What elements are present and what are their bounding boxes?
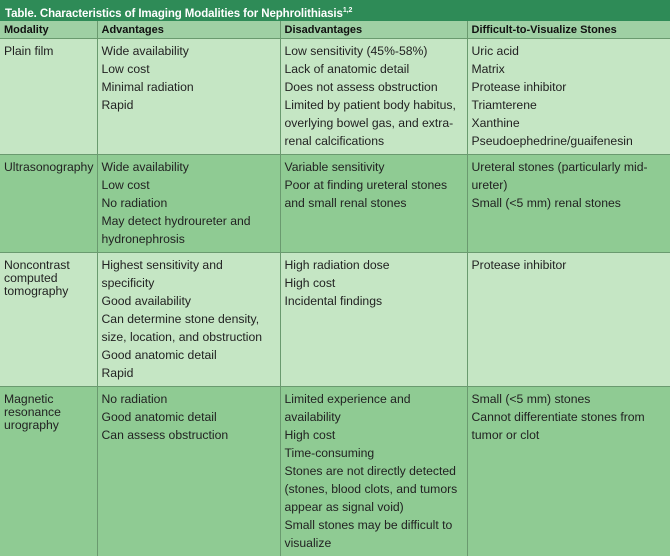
disadvantages-line: (stones, blood clots, and tumors [285,480,463,498]
disadvantages-line: Lack of anatomic detail [285,60,463,78]
disadvantages-line: Incidental findings [285,292,463,310]
disadvantages-line: appear as signal void) [285,498,463,516]
disadvantages-line: renal calcifications [285,132,463,150]
advantages-line: May detect hydroureter and [102,212,276,230]
cell-modality: Magnetic resonance urography [0,387,97,556]
table-title-bar [0,0,670,21]
cell-stones [467,39,670,155]
stones-line: Uric acid [472,42,667,60]
stones-line: Pseudoephedrine/guaifenesin [472,132,667,150]
disadvantages-line: Variable sensitivity [285,158,463,176]
stones-line: tumor or clot [472,426,667,444]
disadvantages-line: Does not assess obstruction [285,78,463,96]
disadvantages-line: Poor at finding ureteral stones [285,176,463,194]
disadvantages-line: High cost [285,274,463,292]
cell-advantages [97,253,280,387]
advantages-line: Rapid [102,364,276,382]
disadvantages-line: High cost [285,426,463,444]
header-advantages: Advantages [97,21,280,39]
stones-line: Xanthine [472,114,667,132]
cell-stones [467,387,670,556]
cell-disadvantages [280,39,467,155]
advantages-line: Good anatomic detail [102,346,276,364]
cell-stones [467,253,670,387]
cell-stones [467,155,670,253]
table-body [0,39,670,556]
advantages-line: No radiation [102,390,276,408]
disadvantages-line: Limited by patient body habitus, [285,96,463,114]
advantages-line: Low cost [102,60,276,78]
advantages-line: hydronephrosis [102,230,276,248]
stones-line: Protease inhibitor [472,256,667,274]
stones-line: Triamterene [472,96,667,114]
table-row [0,387,670,556]
stones-line: Protease inhibitor [472,78,667,96]
table-title: Table. Characteristics of Imaging Modalities for Nephrolithiasis [5,8,343,20]
advantages-line: Low cost [102,176,276,194]
disadvantages-line: and small renal stones [285,194,463,212]
cell-disadvantages [280,155,467,253]
stones-line: Matrix [472,60,667,78]
disadvantages-line: Small stones may be difficult to [285,516,463,534]
cell-advantages [97,387,280,556]
table-title-superscript: 1,2 [343,7,352,14]
disadvantages-line: High radiation dose [285,256,463,274]
cell-modality: Ultrasonography [0,155,97,253]
stones-line: Small (<5 mm) stones [472,390,667,408]
cell-disadvantages [280,253,467,387]
cell-modality: Noncontrast computed tomography [0,253,97,387]
cell-disadvantages [280,387,467,556]
advantages-line: Rapid [102,96,276,114]
disadvantages-line: Limited experience and availability [285,390,463,426]
stones-line: Cannot differentiate stones from [472,408,667,426]
disadvantages-line: Stones are not directly detected [285,462,463,480]
header-modality: Modality [0,21,97,39]
cell-advantages [97,39,280,155]
cell-modality: Plain film [0,39,97,155]
advantages-line: Can determine stone density, [102,310,276,328]
disadvantages-line: Low sensitivity (45%-58%) [285,42,463,60]
table-row [0,39,670,155]
table-row [0,253,670,387]
disadvantages-line: Time-consuming [285,444,463,462]
advantages-line: Good availability [102,292,276,310]
advantages-line: size, location, and obstruction [102,328,276,346]
cell-advantages [97,155,280,253]
advantages-line: Good anatomic detail [102,408,276,426]
disadvantages-line: overlying bowel gas, and extra- [285,114,463,132]
advantages-line: Highest sensitivity and specificity [102,256,276,292]
header-stones: Difficult-to-Visualize Stones [467,21,670,39]
advantages-line: Wide availability [102,42,276,60]
stones-line: Small (<5 mm) renal stones [472,194,667,212]
header-disadvantages: Disadvantages [280,21,467,39]
advantages-line: Minimal radiation [102,78,276,96]
stones-line: ureter) [472,176,667,194]
table-row [0,155,670,253]
header-row [0,21,670,39]
advantages-line: Wide availability [102,158,276,176]
disadvantages-line: visualize [285,534,463,552]
advantages-line: No radiation [102,194,276,212]
stones-line: Ureteral stones (particularly mid- [472,158,667,176]
modality-table [0,21,670,556]
advantages-line: Can assess obstruction [102,426,276,444]
